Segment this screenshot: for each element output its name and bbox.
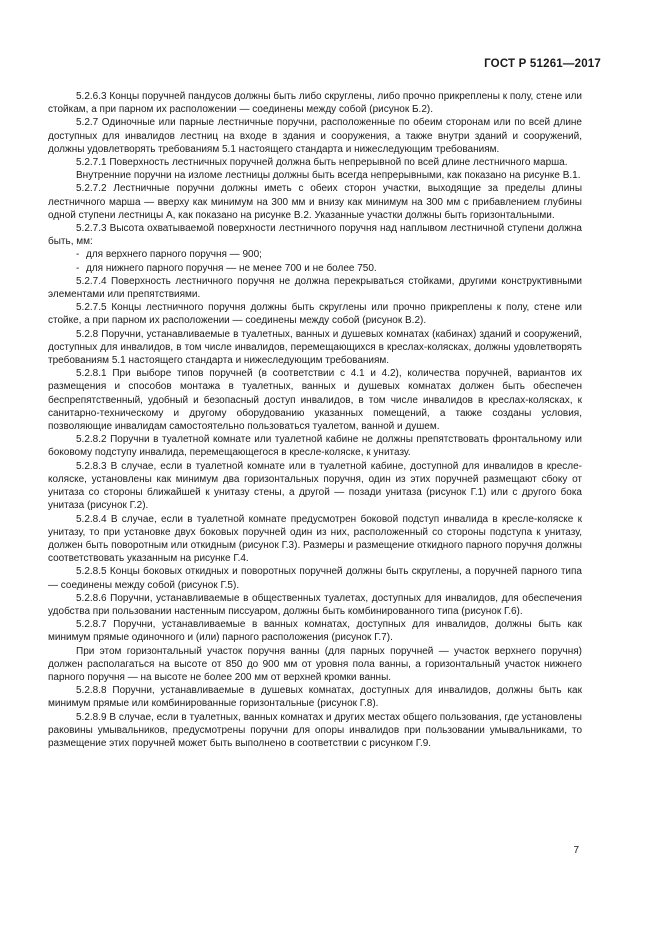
paragraph: 5.2.8.1 При выборе типов поручней (в соответствии с 4.1 и 4.2), количества поручней, вариантов их размещения и способов монтажа в туалетных, ванных и душевых комнатах должен быть обеспечен беспрепятственный, удобный и безопасный доступ инвалидов, в том числе инвалидов в креслах-колясках, к санитарно-техническому и другому оборудованию указанных помещений, а также созданы условия, позволяющие инвалидам самостоятельно пользоваться туалетом, ванной и душем.: [48, 368, 582, 433]
paragraph: 5.2.8.8 Поручни, устанавливаемые в душевых комнатах, доступных для инвалидов, должны быть как минимум прямые или комбинированные горизонтальные (рисунок Г.8).: [48, 685, 582, 710]
paragraph: 5.2.8.6 Поручни, устанавливаемые в общественных туалетах, доступных для инвалидов, для обеспечения удобства при пользовании настенным писсуаром, должны быть комбинированного типа (рисунок Г.6).: [48, 592, 582, 617]
paragraph: 5.2.8.3 В случае, если в туалетной комнате или в туалетной кабине, доступной для инвалидов в кресле-коляске, установлены как минимум два горизонтальных поручня, один из этих поручней размещают сбоку от унитаза со стороны ближайшей к унитазу стены, а другой — позади унитаза (рисунок Г.1) или с другого бока унитаза (рисунок Г.2).: [48, 460, 582, 512]
page-number: 7: [573, 845, 579, 856]
list-dash: -: [76, 262, 80, 274]
paragraph: 5.2.8.4 В случае, если в туалетной комнате предусмотрен боковой подступ инвалида в кресле-коляске к унитазу, то при установке двух боковых поручней один из них, расположенный со стороны подступа к унитазу, должен быть поворотным или откидным (рисунок Г.3). Размеры и размещение откидного парного поручня должны соответствовать указанным на рисунке Г.4.: [48, 513, 582, 565]
paragraph: 5.2.6.3 Концы поручней пандусов должны быть либо скруглены, либо прочно прикреплены к полу, стене или стойкам, а при парном их расположении — соединены между собой (рисунок Б.2).: [48, 91, 582, 116]
paragraph: 5.2.7 Одиночные или парные лестничные поручни, расположенные по обеим сторонам или по всей длине доступных для инвалидов лестниц на входе в здания и сооружения, а также внутри зданий и сооружений, должны удовлетворять требованиям 5.1 настоящего стандарта и нижеследующим требованиям.: [48, 117, 582, 155]
paragraph: 5.2.8.2 Поручни в туалетной комнате или туалетной кабине не должны препятствовать фронтальному или боковому подступу инвалида, перемещающегося в кресле-коляске, к унитазу.: [48, 434, 582, 459]
list-item-text: для верхнего парного поручня — 900;: [86, 249, 262, 261]
paragraph: 5.2.7.4 Поверхность лестничного поручня не должна перекрываться стойками, другими конструктивными элементами или препятствиями.: [48, 275, 582, 301]
list-item: [48, 248, 582, 261]
paragraph: 5.2.8.7 Поручни, устанавливаемые в ванных комнатах, доступных для инвалидов, должны быть как минимум прямые одиночного и (или) парного расположения (рисунок Г.7).: [48, 619, 582, 644]
list-item: [48, 262, 582, 275]
list-item-text: для нижнего парного поручня — не менее 700 и не более 750.: [86, 262, 377, 274]
paragraph: Внутренние поручни на изломе лестницы должны быть всегда непрерывными, как показано на рисунке В.1.: [76, 170, 581, 182]
paragraph: При этом горизонтальный участок поручня ванны (для парных поручней — участок верхнего поручня) должен располагаться на высоте от 850 до 900 мм от уровня пола ванны, а горизонтальный участок нижнего парного поручня — на высоте не более 200 мм от верхней кромки ванны.: [48, 645, 582, 683]
paragraph: 5.2.8.9 В случае, если в туалетных, ванных комнатах и других местах общего пользования, где установлены раковины умывальников, предусмотрены поручни для опоры инвалидов при пользовании умывальниками, то размещение этих поручней может быть выполнено в соответствии с рисунком Г.9.: [48, 711, 582, 749]
paragraph: 5.2.8.5 Концы боковых откидных и поворотных поручней должны быть скруглены, а поручней парного типа — соединены между собой (рисунок Г.5).: [48, 566, 582, 591]
paragraph: 5.2.8 Поручни, устанавливаемые в туалетных, ванных и душевых комнатах (кабинах) зданий и сооружений, доступных для инвалидов, в том числе инвалидов, перемещающихся в креслах-колясках, должны удовлетворять требованиям 5.1 настоящего стандарта и нижеследующим требованиям.: [48, 328, 582, 367]
list-dash: -: [76, 249, 80, 261]
document-body: [48, 90, 582, 750]
paragraph: 5.2.7.5 Концы лестничного поручня должны быть скруглены или прочно прикреплены к полу, стене или стойке, а при парном их расположении — соединены между собой (рисунок В.2).: [48, 302, 582, 327]
paragraph: 5.2.7.1 Поверхность лестничных поручней должна быть непрерывной по всей длине лестничного марша.: [76, 157, 568, 169]
paragraph: 5.2.7.2 Лестничные поручни должны иметь с обеих сторон участки, выходящие за пределы длины лестничного марша — вверху как минимум на 300 мм и внизу как минимум на 300 мм с прибавлением глубины одной ступени лестницы А, как показано на рисунке В.2. Указанные участки должны быть горизонтальными.: [48, 183, 582, 221]
document-standard-id: ГОСТ Р 51261—2017: [484, 58, 601, 70]
paragraph: 5.2.7.3 Высота охватываемой поверхности лестничного поручня над наплывом лестничной ступени должна быть, мм:: [48, 223, 582, 248]
